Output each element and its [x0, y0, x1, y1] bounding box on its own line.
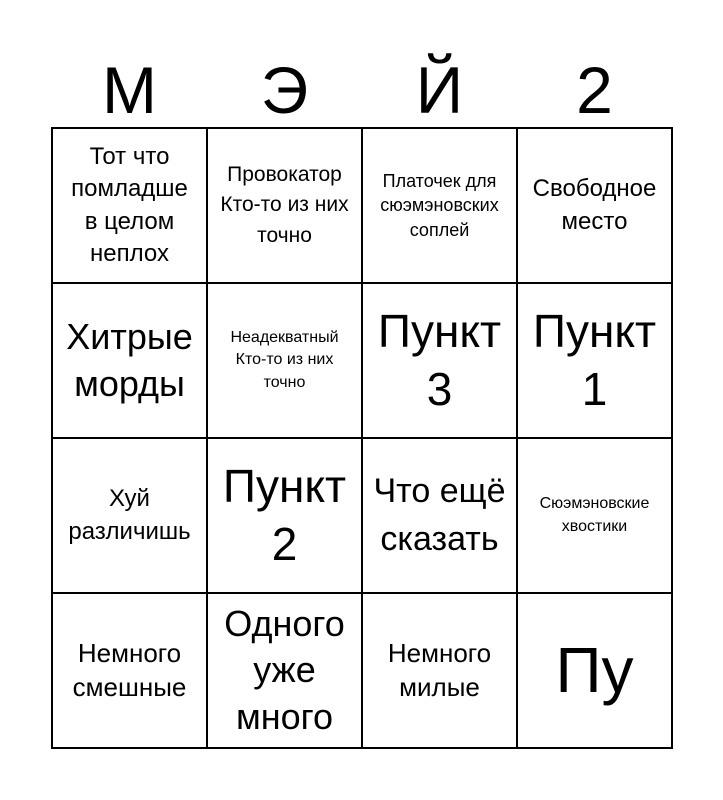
- bingo-cell[interactable]: [53, 129, 208, 284]
- bingo-cell[interactable]: [208, 284, 363, 439]
- cell-text: Хитрые морды: [66, 316, 193, 404]
- cell-text: Пункт 2: [222, 460, 347, 570]
- bingo-cell[interactable]: [363, 594, 518, 749]
- cell-text: Тот что помладше в целом неплох: [71, 142, 188, 267]
- header-letter: Э: [260, 53, 309, 127]
- bingo-cell[interactable]: [53, 284, 208, 439]
- cell-text: Немного смешные: [72, 637, 187, 702]
- bingo-cell[interactable]: [363, 129, 518, 284]
- cell-text: Неадекватный Кто-то из них точно: [230, 328, 339, 391]
- bingo-cell[interactable]: [518, 129, 673, 284]
- bingo-cell[interactable]: [363, 439, 518, 594]
- bingo-cell[interactable]: [518, 594, 673, 749]
- bingo-header: [52, 52, 672, 128]
- cell-text: Платочек для сюэмэновских соплей: [380, 171, 499, 240]
- cell-text: Сюэмэновские хвостики: [539, 495, 650, 535]
- cell-text: Пункт 3: [377, 305, 502, 415]
- cell-text: Немного милые: [387, 637, 492, 702]
- bingo-board: [51, 127, 673, 749]
- header-letter: Й: [415, 53, 464, 127]
- header-letter: 2: [576, 53, 613, 127]
- bingo-cell[interactable]: [208, 129, 363, 284]
- bingo-cell[interactable]: [208, 439, 363, 594]
- cell-text: Пункт 1: [532, 305, 657, 415]
- bingo-cell[interactable]: [518, 284, 673, 439]
- bingo-cell[interactable]: [363, 284, 518, 439]
- cell-text: Провокатор Кто-то из них точно: [220, 162, 349, 247]
- cell-text: Пу: [555, 634, 634, 707]
- bingo-cell[interactable]: [208, 594, 363, 749]
- cell-text: Свободное место: [532, 175, 657, 235]
- bingo-cell[interactable]: [53, 439, 208, 594]
- cell-text: Одного уже много: [224, 603, 345, 737]
- header-letter: М: [102, 53, 157, 127]
- bingo-cell[interactable]: [518, 439, 673, 594]
- bingo-cell[interactable]: [53, 594, 208, 749]
- cell-text: Хуй различишь: [68, 485, 191, 545]
- cell-text: Что ещё сказать: [373, 471, 506, 558]
